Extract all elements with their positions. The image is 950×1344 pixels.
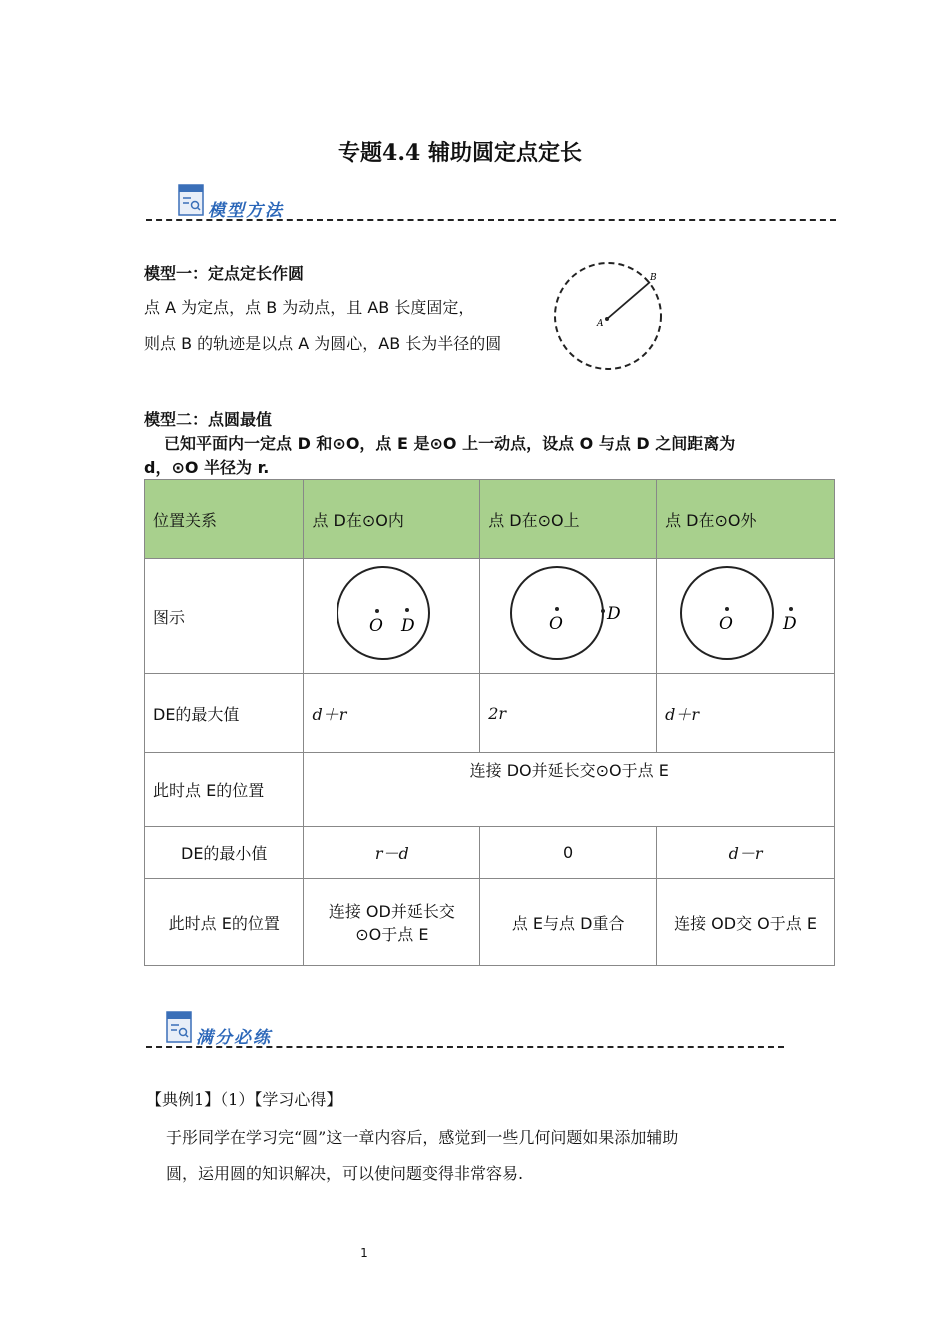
cell-line: ⊙O于点 E: [355, 925, 429, 944]
cell-value: 连接 DO并延长交⊙O于点 E: [304, 753, 835, 827]
cell-value: r－d: [304, 827, 480, 879]
figure-d-on: [503, 561, 633, 667]
document-icon: [178, 184, 204, 216]
cell-value: [304, 879, 480, 966]
row-label: DE的最大值: [145, 674, 304, 753]
figure-d-outside: [676, 561, 816, 667]
table-row-min: [145, 827, 835, 879]
section-label: 满分必练: [196, 1028, 272, 1048]
cell-value: 0: [480, 827, 657, 879]
label-d: D: [400, 616, 415, 636]
page-title: 专题4.4 辅助圆定点定长: [338, 140, 582, 166]
section-divider: [146, 1046, 784, 1048]
model1-heading: 模型一：定点定长作圆: [144, 264, 305, 283]
section-divider: [146, 219, 836, 221]
label-a: A: [597, 319, 604, 329]
header-cell: 点 D在⊙O内: [304, 480, 480, 559]
header-cell: 点 D在⊙O外: [657, 480, 835, 559]
cell-line: 连接 OD并延长交: [328, 902, 455, 921]
row-label: 图示: [145, 559, 304, 674]
label-o: O: [549, 614, 564, 634]
table-row-figure: [145, 559, 835, 674]
row-label: 此时点 E的位置: [145, 753, 304, 827]
cell-value: d＋r: [304, 674, 480, 753]
label-d: D: [782, 614, 797, 634]
model2-intro-line1: 已知平面内一定点 D 和⊙O，点 E 是⊙O 上一动点，设点 O 与点 D 之间距离为: [164, 434, 736, 453]
model1-line2: 则点 B 的轨迹是以点 A 为圆心，AB 长为半径的圆: [144, 334, 502, 353]
label-o: O: [368, 616, 383, 636]
section-label: 模型方法: [208, 201, 284, 221]
example-heading: 【典例1】（1）【学习心得】: [146, 1090, 343, 1109]
cell-value: 点 E与点 D重合: [480, 879, 657, 966]
figure-d-inside: [337, 561, 447, 667]
label-o: O: [718, 614, 733, 634]
cell-value: d＋r: [657, 674, 835, 753]
label-d: D: [607, 604, 621, 624]
row-label: DE的最小值: [145, 827, 304, 879]
table-row-min-position: [145, 879, 835, 966]
document-icon: [166, 1011, 192, 1043]
table-header-row: [145, 480, 835, 559]
cell-value: 2r: [480, 674, 657, 753]
section-header-practice: [166, 1011, 366, 1051]
example-line2: 圆，运用圆的知识解决，可以使问题变得非常容易.: [166, 1164, 524, 1183]
table-row-max: [145, 674, 835, 753]
model2-intro-line2: d，⊙O 半径为 r.: [144, 458, 270, 477]
dashed-circle: [555, 263, 661, 369]
page-number: 1: [360, 1246, 368, 1260]
header-cell: 点 D在⊙O上: [480, 480, 657, 559]
cell-value: d－r: [657, 827, 835, 879]
model1-line1: 点 A 为定点，点 B 为动点，且 AB 长度固定，: [144, 298, 475, 317]
position-relation-table: [144, 479, 835, 966]
section-header-methods: [178, 184, 378, 224]
model1-circle-figure: [550, 258, 670, 376]
segment-ab: [607, 282, 650, 319]
point-a: [605, 317, 609, 321]
table-row-max-position: [145, 753, 835, 827]
label-b: B: [650, 273, 657, 283]
row-label: 此时点 E的位置: [145, 879, 304, 966]
example-line1: 于彤同学在学习完“圆”这一章内容后，感觉到一些几何问题如果添加辅助: [166, 1128, 679, 1147]
header-cell: 位置关系: [145, 480, 304, 559]
model2-heading: 模型二：点圆最值: [144, 410, 273, 429]
cell-value: 连接 OD交 O于点 E: [657, 879, 835, 966]
